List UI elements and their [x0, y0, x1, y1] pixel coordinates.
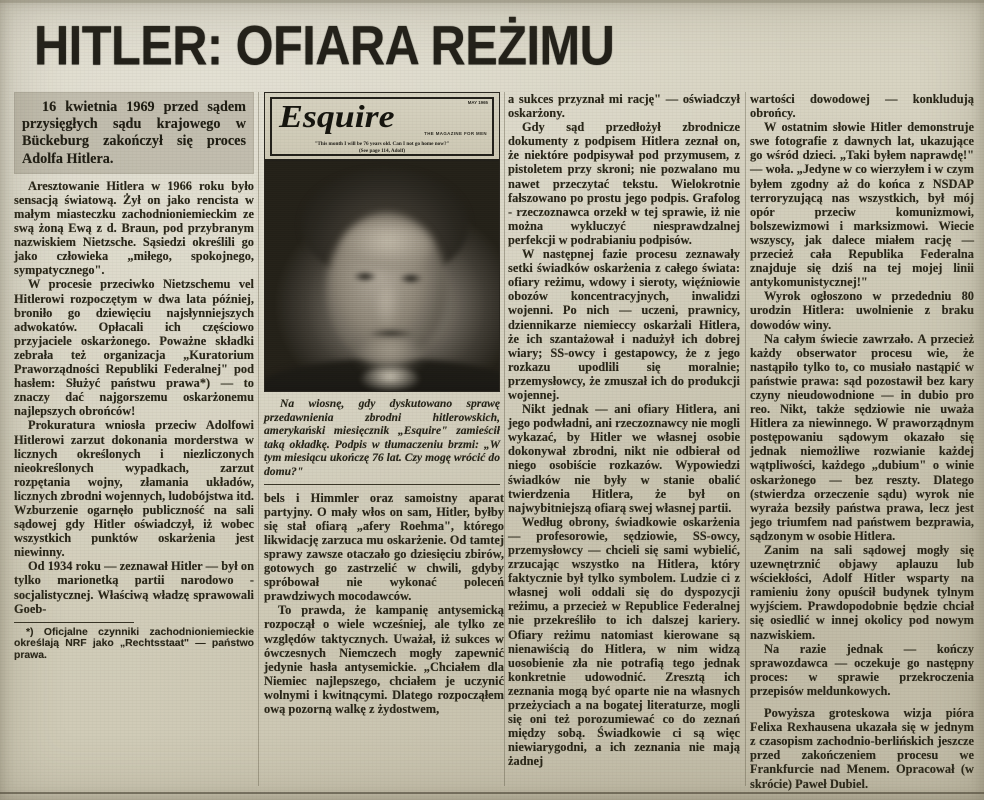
paragraph: Wyrok ogłoszono w przededniu 80 urodzin Hitlera: uwolnienie z braku dowodów winy. [750, 289, 974, 332]
lead-text: 16 kwietnia 1969 przed sądem przysięgłych sądu krajowego w Bückeburg zakończył się proces Adolfa Hitlera. [22, 99, 246, 167]
column-divider [745, 92, 746, 786]
esquire-cover-figure [264, 92, 500, 485]
cover-blurb-line-1: "This month I will be 76 years old. Can I not go home now?" [314, 141, 450, 147]
paragraph: a sukces przyznał mi rację" — oświadczył oskarżony. [508, 92, 740, 121]
paragraph: Na razie jednak — kończy sprawozdawca — oczekuje go następny proces: w sprawie przekroczenia przepisów meldunkowych. [750, 641, 974, 698]
cover-masthead-strip [265, 93, 499, 161]
article-column-2 [264, 92, 504, 716]
column-divider [258, 92, 259, 786]
paragraph: wartości dowodowej — konkludują obrońcy. [750, 92, 974, 121]
cover-blurb [265, 141, 499, 154]
photo-halftone-grain [265, 161, 499, 392]
page-title: HITLER: OFIARA REŻIMU [34, 14, 615, 77]
cover-portrait-photo [265, 161, 499, 392]
caption-text: Na wiosnę, gdy dyskutowano sprawę przedawnienia zbrodni hitlerowskich, amerykański miesięcznik „Esquire" zamieścił taką okładkę. Podpis w tłumaczeniu brzmi: „W tym miesiącu ukończę 76 lat. Czy mogę wrócić do domu?" [264, 397, 500, 478]
article-column-4 [750, 92, 974, 791]
paragraph: W procesie przeciwko Nietzschemu vel Hitlerowi rozpoczętym w dwa lata później, broniło go dziewięciu najsłynniejszych adwokatów. Opłacali ich częściowo przyjaciele oskarżonego. Poważne składki zebrała też organizacja „Kuratorium Praworządności Republiki Federalnej" pod hasłem: Służyć państwu prawa*) — to znaczy dać najgorszemu oskarżonemu najlepszych obrońców! [14, 277, 254, 419]
lead-paragraph-box [14, 92, 254, 174]
cover-blurb-line-2: (See page 114, Adolf) [358, 147, 406, 154]
page-bottom-rule [0, 792, 984, 794]
paragraph: W następnej fazie procesu zeznawały setki świadków oskarżenia z całego świata: ofiary reżimu, wdowy i sieroty, więźniowie obozów koncentracyjnych, inwalidzi wojenni. Po nich — uczeni, prawnicy, dziennikarze niemieccy oskarżali Hitlera, że ich szantażował i nadużył ich dobrej wiary; SS-owcy i gestapowcy, że z jego rozkazu upodlili się moralnie; przemysłowcy, że zmuszał ich do produkcji wojennej. [508, 247, 740, 402]
paragraph: Od 1934 roku — zeznawał Hitler — był on tylko marionetką partii narodowo - socjalistycznej. Właściwą władzę sprawowali Goeb- [14, 559, 254, 616]
esquire-magazine-cover-image [264, 92, 500, 392]
column-divider [504, 92, 505, 786]
article-column-3 [508, 92, 740, 769]
footnote [14, 622, 254, 662]
cover-masthead-subtitle: THE MAGAZINE FOR MEN [424, 131, 487, 136]
image-caption [264, 397, 500, 485]
paragraph: bels i Himmler oraz samoistny aparat partyjny. O mały włos on sam, Hitler, byłby się stał ofiarą „afery Roehma", którego likwidację zarzuca mu oskarżenie. Od tamtej sprawy zawsze otaczało go dziesięciu zbirów, gotowych go zastrzelić w chwili, gdyby spróbował nie wykonać poleceń prawdziwych mocodawców. [264, 490, 504, 604]
paragraph: Na całym świecie zawrzało. A przecież każdy obserwator procesu wie, że nastąpiło tylko to, co musiało nastąpić w państwie prawa: sąd pozostawił bez kary czyny nieudowodnione — in dubio pro reo. Nikt, także sędziowie nie uważa Hitlera za niewinnego. W praworządnym postępowaniu sądowym okazało się jednak niemożliwe rozwianie każdej wątpliwości, każdego „dubium" o winie oskarżonego — bez reszty. Dlatego (stwierdza orzeczenie sądu) wyrok nie wyraża bezsiły państwa prawa, lecz jest jego triumfem nad państwem bezprawia, sądzonym w osobie Hitlera. [750, 331, 974, 543]
article-column-1 [14, 92, 254, 662]
paragraph: Gdy sąd przedłożył zbrodnicze dokumenty z podpisem Hitlera zeznał on, że niektóre podpisywał pod przymusem, z pistoletem przy skroni; nie pozwalano mu nawet przeczytać tekstu. Wielokrotnie fałszowano po prostu jego podpis. Grafolog - rzeczoznawca orzekł w tej sprawie, iż nie można wykluczyć niesprawdzalnej perfekcji w podrabianiu podpisów. [508, 120, 740, 247]
cover-date-label: MAY 1965 [467, 100, 488, 105]
paragraph: Zanim na sali sądowej mogły się uzewnętrznić objawy aplauzu lub wściekłości, Adolf Hitler wsparty na ramieniu żony opuścił budynek tylnym wyjściem. Prawdopodobnie będzie chciał się osiedlić w innej okolicy pod nowym nazwiskiem. [750, 543, 974, 642]
paragraph: W ostatnim słowie Hitler demonstruje swe fotografie z dawnych lat, ukazujące go wśród dzieci. „Taki byłem naprawdę!" — woła. „Jedyne w co wierzyłem i w czym byłem zgodny aż do końca z NSDAP terroryzującą nas wszystkich, był mój opór przeciw komunizmowi, bolszewizmowi i marksizmowi. Wiecie wszyscy, jak dalece miałem rację — przecież cała Republika Federalna znajduje się dziś na tej mojej linii antykomunistycznej!" [750, 120, 974, 290]
paragraph: To prawda, że kampanię antysemicką rozpoczął o wiele wcześniej, ale tylko ze względów taktycznych. Uważał, iż sukces w ówczesnych Niemczech mogły zapewnić jedynie hasła antysemickie. „Chciałem dla Niemiec najlepszego, chciałem je uczynić wolnymi i kwitnącymi. Dlatego rozpocząłem ową pozorną walkę z żydostwem, [264, 603, 504, 716]
paragraph: Aresztowanie Hitlera w 1966 roku było sensacją światową. Żył on jako rencista w małym miasteczku zachodnioniemieckim ze swą żoną Ewą z d. Braun, pod przybranym nazwiskiem Nietzsche. Sąsiedzi określili go jako człowieka „miłego, spokojnego, sympatycznego". [14, 178, 254, 278]
footnote-text: *) Oficjalne czynniki zachodnioniemieckie określają NRF jako „Rechtsstaat" — państwo prawa. [14, 626, 254, 661]
paragraph: Według obrony, świadkowie oskarżenia — profesorowie, sędziowie, SS-owcy, przemysłowcy — chcieli się sami wybielić, zrzucając wszystko na Hitlera, który faktycznie był tylko symbolem. Ludzie ci z własnej woli oddali się do dyspozycji reżimu, a przecież w Republice Federalnej nie przekreśliło to ich dalszej kariery. Ofiary reżimu natomiast kierowane są nienawiścią do Hitlera, w nim widzą uosobienie zła nie potrafią tego jednak konkretnie udowodnić. Zresztą ich zeznania mogą być oparte nie na własnych przeżyciach a na bogatej literaturze, mogli się oni też porozumiewać co do zeznań między sobą. Świadkowie ci są więc niewiarygodni, a ich zeznania nie mają żadnej [508, 514, 740, 769]
esquire-masthead-logo: Esquire [279, 98, 395, 134]
paragraph: Nikt jednak — ani ofiary Hitlera, ani jego podwładni, ani rzeczoznawcy nie mogli wykazać, by Hitler we własnej osobie dokonywał zbrodni, nikt nie odbierał od niego osobiście rozkazów. Wypowiedzi świadków nie były w stanie obalić twierdzenia Hitlera, że był on najwybitniejszą ofiarą swej własnej partii. [508, 402, 740, 515]
headline-band [0, 0, 984, 84]
paragraph: Prokuratura wniosła przeciw Adolfowi Hitlerowi zarzut dokonania morderstwa w licznych określonych i niezliczonych nieokreślonych wypadkach, zarzut rozpętania wojny, złamania układów, licznych zbrodni wojennych, ludobójstwa itd. Wzburzenie ogarnęło publiczność na sali sądowej gdy Hitler oświadczył, iż wobec wszystkich punktów oskarżenia jest niewinny. [14, 418, 254, 560]
byline-paragraph: Powyższa groteskowa wizja pióra Felixa Rexhausena ukazała się w jednym z czasopism zachodnio-berlińskich jeszcze przed zakończeniem procesu we Frankfurcie nad Menem. Opracował (w skrócie) Paweł Dubiel. [750, 706, 974, 791]
